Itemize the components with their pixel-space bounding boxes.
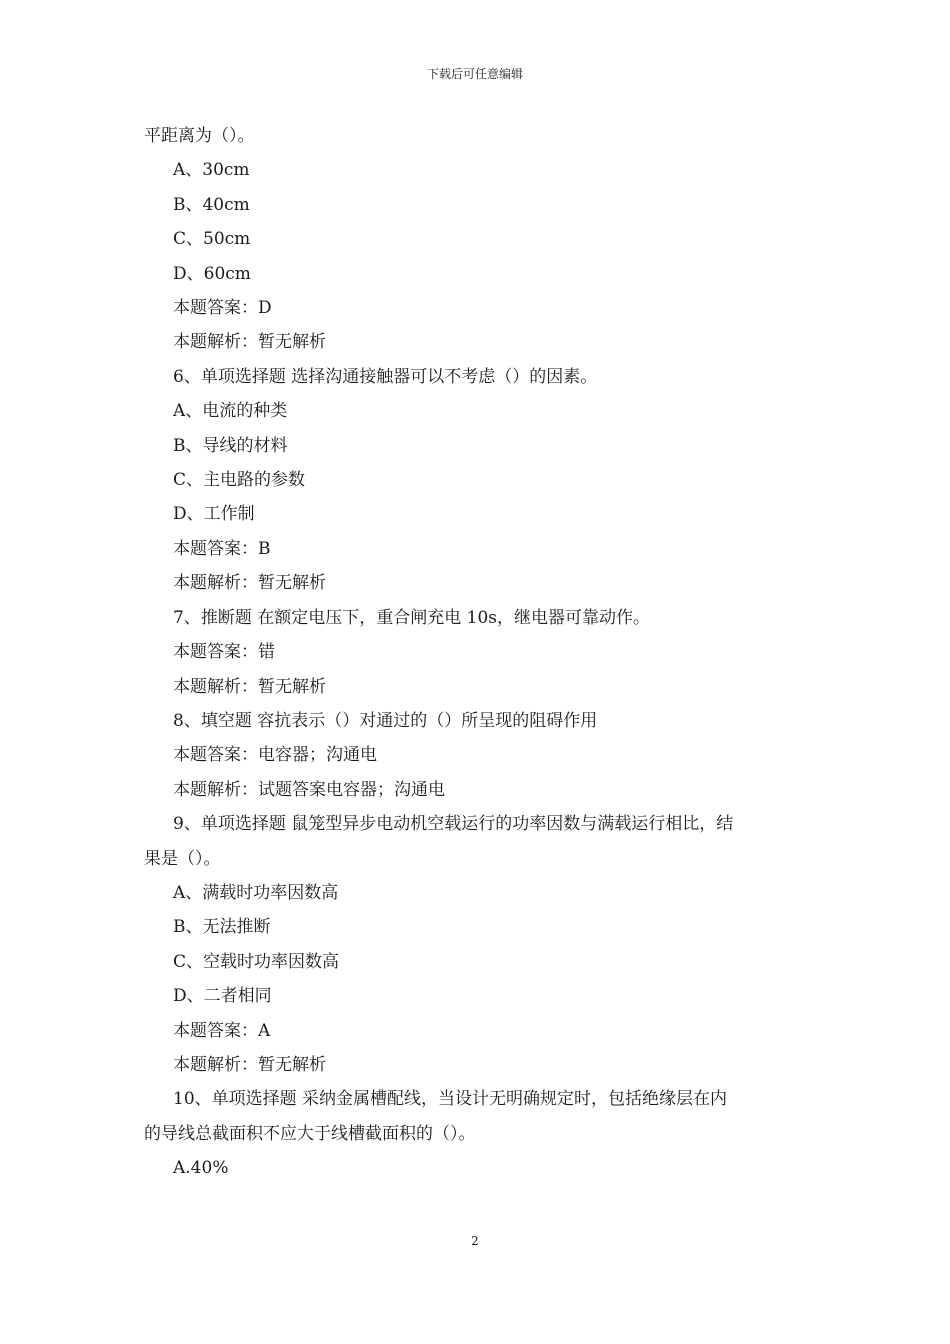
text-line: C、空载时功率因数高 [173,951,340,972]
text-line: 本题答案：电容器；沟通电 [173,745,377,766]
document-body [144,119,808,1186]
text-line: 9、单项选择题 鼠笼型异步电动机空载运行的功率因数与满载运行相比，结 [173,814,734,835]
text-line: B、导线的材料 [173,435,288,456]
text-line: 本题解析：暂无解析 [173,573,326,594]
text-line: 果是（）。 [144,848,221,869]
text-line: 本题解析：暂无解析 [173,676,326,697]
text-line: A、电流的种类 [173,401,288,422]
text-line: 本题答案：B [173,538,271,559]
text-line: 平距离为（）。 [144,126,255,146]
text-line: 的导线总截面积不应大于线槽截面积的（）。 [144,1123,476,1144]
text-line: C、50cm [173,229,251,250]
text-line: 7、推断题 在额定电压下，重合闸充电 10s，继电器可靠动作。 [173,607,650,628]
text-line: 本题解析：试题答案电容器；沟通电 [173,779,445,800]
text-line: 本题答案：A [173,1020,271,1041]
page-number: 2 [471,1234,479,1248]
text-line: B、40cm [173,194,250,215]
text-line: 10、单项选择题 采纳金属槽配线，当设计无明确规定时，包括绝缘层在内 [173,1089,728,1110]
text-line: B、无法推断 [173,917,271,938]
text-line: A.40% [173,1158,229,1179]
text-line: D、60cm [173,263,251,284]
text-line: A、30cm [173,160,250,181]
text-line: 本题答案：错 [173,642,275,663]
text-line: 8、填空题 容抗表示（）对通过的（）所呈现的阻碍作用 [173,710,598,731]
text-line: D、二者相同 [173,986,272,1007]
text-line: 本题解析：暂无解析 [173,332,326,353]
text-line: C、主电路的参数 [173,470,306,491]
text-line: D、工作制 [173,504,255,525]
page-header: 下载后可任意编辑 [426,67,523,81]
text-line: 本题解析：暂无解析 [173,1054,326,1075]
text-line: 6、单项选择题 选择沟通接触器可以不考虑（）的因素。 [173,366,598,387]
text-line: A、满载时功率因数高 [173,882,339,903]
text-line: 本题答案：D [173,298,272,319]
